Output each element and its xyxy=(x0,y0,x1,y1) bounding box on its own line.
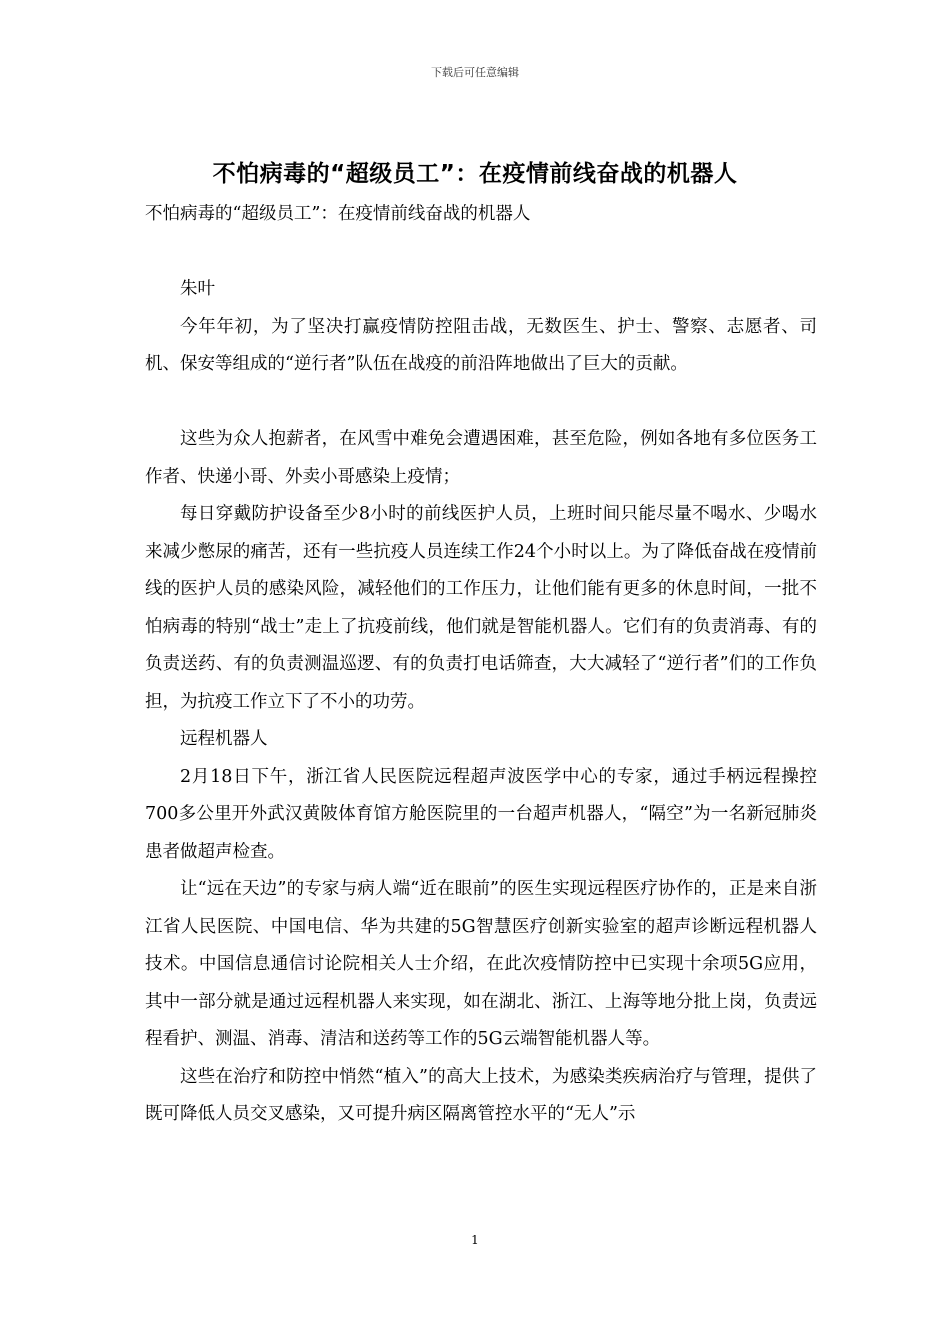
author-line: 朱叶 xyxy=(180,279,215,299)
page-number: 1 xyxy=(471,1233,479,1247)
document-body xyxy=(145,196,817,1134)
header-note: 下载后可任意编辑 xyxy=(431,66,519,79)
document-subtitle: 不怕病毒的“超级员工”：在疫情前线奋战的机器人 xyxy=(145,204,531,224)
blank-line xyxy=(145,234,817,272)
section-heading: 远程机器人 xyxy=(180,729,268,749)
paragraph: 每日穿戴防护设备至少8小时的前线医护人员，上班时间只能尽量不喝水、少喝水来减少憋尿的痛苦，还有一些抗疫人员连续工作24个小时以上。为了降低奋战在疫情前线的医护人员的感染风险，减轻他们的工作压力，让他们能有更多的休息时间，一批不怕病毒的特别“战士”走上了抗疫前线，他们就是智能机器人。它们有的负责消毒、有的负责送药、有的负责测温巡逻、有的负责打电话筛查，大大减轻了“逆行者”们的工作负担，为抗疫工作立下了不小的功劳。 xyxy=(145,504,817,712)
paragraph: 这些为众人抱薪者，在风雪中难免会遭遇困难，甚至危险，例如各地有多位医务工作者、快递小哥、外卖小哥感染上疫情； xyxy=(145,429,817,487)
paragraph: 2月18日下午，浙江省人民医院远程超声波医学中心的专家，通过手柄远程操控700多公里开外武汉黄陂体育馆方舱医院里的一台超声机器人，“隔空”为一名新冠肺炎患者做超声检查。 xyxy=(145,766,817,862)
document-title: 不怕病毒的“超级员工”：在疫情前线奋战的机器人 xyxy=(212,161,738,187)
blank-line xyxy=(145,384,817,422)
paragraph: 今年年初，为了坚决打赢疫情防控阻击战，无数医生、护士、警察、志愿者、司机、保安等组成的“逆行者”队伍在战疫的前沿阵地做出了巨大的贡献。 xyxy=(145,316,817,374)
paragraph: 让“远在天边”的专家与病人端“近在眼前”的医生实现远程医疗协作的，正是来自浙江省人民医院、中国电信、华为共建的5G智慧医疗创新实验室的超声诊断远程机器人技术。中国信息通信讨论院相关人士介绍，在此次疫情防控中已实现十余项5G应用，其中一部分就是通过远程机器人来实现，如在湖北、浙江、上海等地分批上岗，负责远程看护、测温、消毒、清洁和送药等工作的5G云端智能机器人等。 xyxy=(145,879,817,1049)
paragraph: 这些在治疗和防控中悄然“植入”的高大上技术，为感染类疾病治疗与管理，提供了既可降低人员交叉感染，又可提升病区隔离管控水平的“无人”示 xyxy=(145,1066,817,1124)
